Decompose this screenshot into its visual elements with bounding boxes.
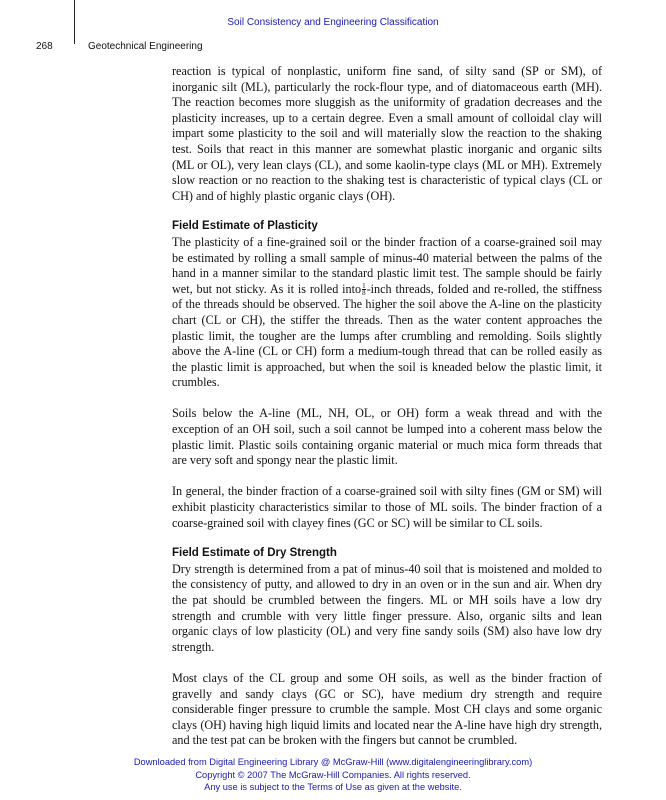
footer-download-line[interactable]: Downloaded from Digital Engineering Library @ McGraw-Hill (www.digitalengineeringlibrary.com) (133, 757, 533, 767)
footer-terms-line: Any use is subject to the Terms of Use as given at the website. (204, 782, 462, 792)
plasticity-paragraph-2: Soils below the A-line (ML, NH, OL, or OH) form a weak thread and with the exception of an OH soil, such a soil cannot be lumped into a coherent mass below the plastic limit. Plastic soils containing organic material or much mica form threads that are very soft and spongy near the plastic limit. (172, 406, 602, 468)
footer-copyright-line: Copyright © 2007 The McGraw-Hill Companies. All rights reserved. (195, 769, 471, 780)
plasticity-text-before: The plasticity of a fine-grained soil or the binder fraction of a coarse-grained soil may be estimated by rolling a small sample of minus-40 material between the palms of the hand in a manner similar to the standard plastic limit test. The sample should be fairly wet, but not sticky. As it is rolled into (172, 234, 602, 296)
plasticity-paragraph-3: In general, the binder fraction of a coarse-grained soil with silty fines (GM or SM) will exhibit plasticity characteristics similar to those of ML soils. The binder fraction of a coarse-grained soil with clayey fines (GC or SC) will be similar to CL soils. (172, 484, 602, 530)
dry-strength-heading: Field Estimate of Dry Strength (172, 547, 337, 560)
plasticity-text-after: -inch threads, folded and re-rolled, the stiffness of the threads should be observed. The higher the soil above the A-line on the plasticity chart (CL or CH), the stiffer the threads. Then as the water content approaches the plastic limit, the tougher are the lumps after crumbling and remolding. Soils slightly above the A-line (CL or CH) form a medium-tough thread that can be rolled easily as the plastic limit is approached, but when the soil is kneaded below the plastic limit, it crumbles. (172, 281, 602, 390)
fraction-denominator: 8 (362, 289, 366, 298)
fraction-numerator: 1 (362, 282, 366, 291)
dry-strength-paragraph-2: Most clays of the CL group and some OH soils, as well as the binder fraction of gravelly and sandy clays (GC or SC), have medium dry strength and require considerable finger pressure to crumble the sample. Most CH clays and some organic clays (OH) having high liquid limits and located near the A-line have high dry strength, and the test pat can be broken with the fingers but cannot be crumbled. (172, 670, 602, 748)
running-title: Soil Consistency and Engineering Classification (227, 17, 439, 28)
download-footer (0, 756, 666, 794)
fraction-one-eighth (362, 283, 366, 296)
page-body (172, 64, 602, 749)
plasticity-paragraph-1 (172, 235, 602, 391)
intro-paragraph: reaction is typical of nonplastic, uniform fine sand, of silty sand (SP or SM), of inorganic silt (ML), particularly the rock-flour type, and of diatomaceous earth (MH). The reaction becomes more sluggish as the uniformity of gradation decreases and the plasticity increases, up to a certain degree. Even a small amount of colloidal clay will impart some plasticity to the soil and will materially slow the reaction to the shaking test. Soils that react in this manner are somewhat plastic inorganic and organic silts (ML or OL), very lean clays (CL), and some kaolin-type clays (ML or MH). Extremely slow reaction or no reaction to the shaking test is characteristic of typical clays (CL or CH) and of highly plastic organic clays (OH). (172, 64, 602, 203)
dry-strength-paragraph-1: Dry strength is determined from a pat of minus-40 soil that is moistened and molded to the consistency of putty, and allowed to dry in an oven or in the sun and air. When dry the pat should be crumbled between the fingers. ML or MH soils have a low dry strength and crumble with very little finger pressure. Also, organic silts and lean organic clays of low plasticity (OL) and very fine sandy soils (SM) also have low dry strength. (172, 561, 602, 654)
book-title: Geotechnical Engineering (88, 41, 203, 52)
plasticity-heading: Field Estimate of Plasticity (172, 220, 318, 233)
page-number: 268 (36, 41, 53, 52)
